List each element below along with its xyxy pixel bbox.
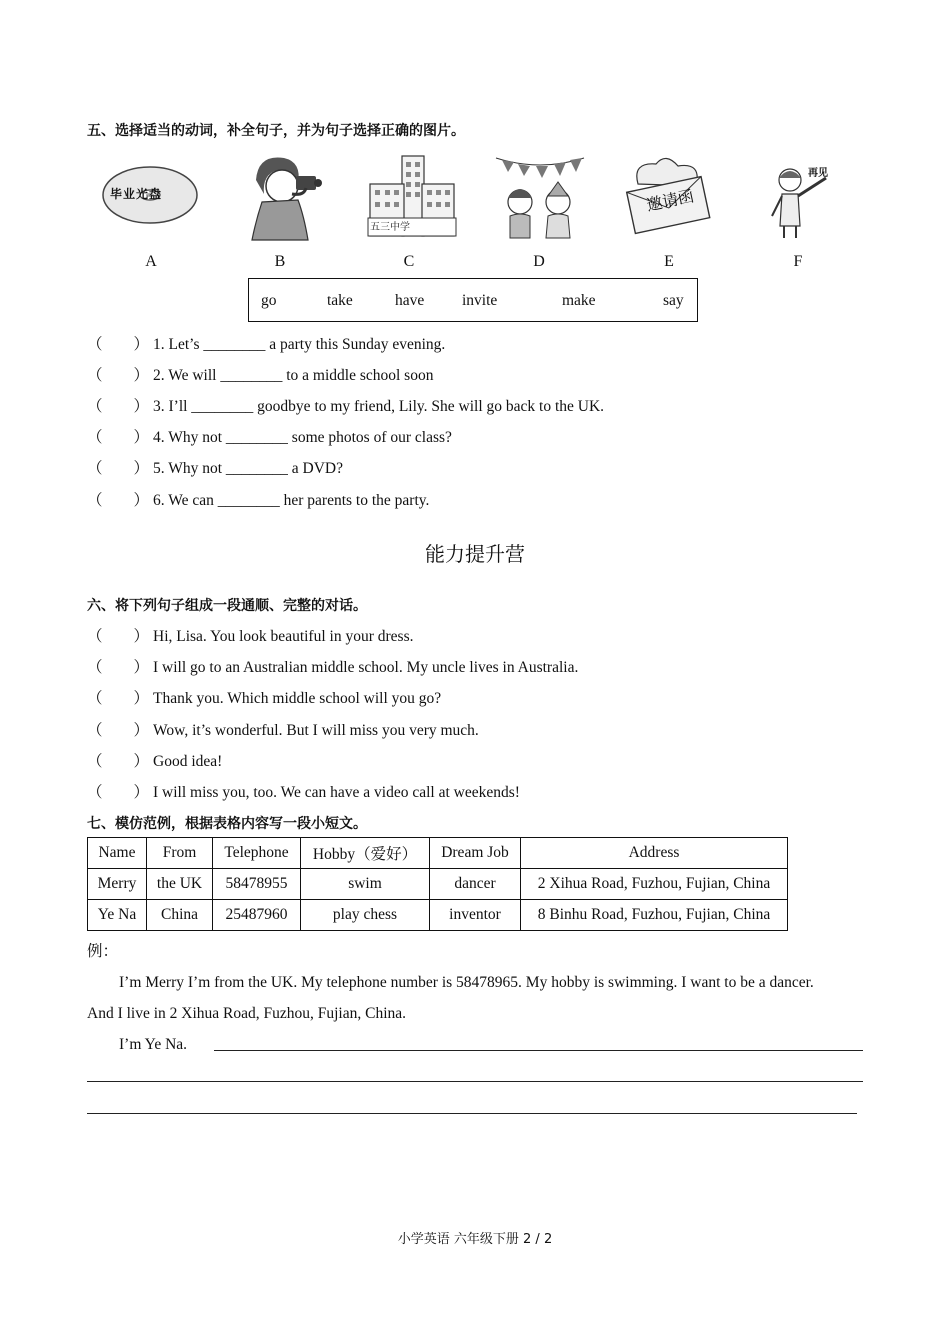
goodbye-text: 再见 xyxy=(808,168,828,179)
word-say: say xyxy=(663,292,684,309)
example-label: 例： xyxy=(87,943,119,960)
table-header-cell: Telephone xyxy=(213,838,301,869)
school-sign-text: 五三中学 xyxy=(370,222,410,233)
picture-label-b: B xyxy=(274,253,286,270)
table-cell: play chess xyxy=(301,900,430,931)
word-go: go xyxy=(261,292,277,309)
table-cell: Merry xyxy=(88,869,147,900)
word-take: take xyxy=(327,292,353,309)
invitation-text: 邀请函 xyxy=(644,186,696,215)
table-header-cell: Address xyxy=(521,838,788,869)
dialogue-item: （ ） I will miss you, too. We can have a video call at weekends! xyxy=(87,784,520,801)
question-item: （ ） 5. Why not ________ a DVD? xyxy=(87,460,343,477)
answer-line[interactable] xyxy=(214,1050,863,1051)
info-table xyxy=(87,837,788,931)
answer-line[interactable] xyxy=(87,1113,857,1114)
table-cell: the UK xyxy=(147,869,213,900)
dialogue-item: （ ） Wow, it’s wonderful. But I will miss you very much. xyxy=(87,722,479,739)
answer-line[interactable] xyxy=(87,1081,863,1082)
goodbye-person-picture xyxy=(752,150,844,242)
ability-camp-title: 能力提升营 xyxy=(425,542,525,566)
word-have: have xyxy=(395,292,425,309)
table-row xyxy=(88,900,788,931)
table-cell: 2 Xihua Road, Fuzhou, Fujian, China xyxy=(521,869,788,900)
word-invite: invite xyxy=(462,292,498,309)
question-item: （ ） 3. I’ll ________ goodbye to my friend, Lily. She will go back to the UK. xyxy=(87,398,605,415)
picture-label-f: F xyxy=(793,253,803,270)
table-cell: 25487960 xyxy=(213,900,301,931)
answer-start: I’m Ye Na. xyxy=(119,1036,188,1053)
invitation-card-picture xyxy=(622,150,714,242)
dialogue-item: （ ） I will go to an Australian middle school. My uncle lives in Australia. xyxy=(87,659,579,676)
table-cell: China xyxy=(147,900,213,931)
dialogue-item: （ ） Hi, Lisa. You look beautiful in your dress. xyxy=(87,628,414,645)
picture-label-e: E xyxy=(664,253,674,270)
table-header-cell: Name xyxy=(88,838,147,869)
table-cell: swim xyxy=(301,869,430,900)
camera-person-picture xyxy=(238,150,330,242)
picture-label-d: D xyxy=(533,253,545,270)
word-make: make xyxy=(562,292,596,309)
section6-heading: 六、将下列句子组成一段通顺、完整的对话。 xyxy=(87,598,367,614)
table-cell: 58478955 xyxy=(213,869,301,900)
dialogue-item: （ ） Thank you. Which middle school will you go? xyxy=(87,690,442,707)
question-item: （ ） 2. We will ________ to a middle school soon xyxy=(87,367,434,384)
example-line-1: I’m Merry I’m from the UK. My telephone number is 58478965. My hobby is swimming. I want to be a dancer. xyxy=(119,974,814,991)
disc-text: 毕业光盘 xyxy=(110,187,163,201)
party-kids-picture xyxy=(494,150,586,242)
dialogue-item: （ ） Good idea! xyxy=(87,753,223,770)
table-cell: 8 Binhu Road, Fuzhou, Fujian, China xyxy=(521,900,788,931)
picture-label-c: C xyxy=(403,253,415,270)
question-item: （ ） 6. We can ________ her parents to the party. xyxy=(87,492,430,509)
graduation-disc-picture xyxy=(100,162,200,228)
example-line-2: And I live in 2 Xihua Road, Fuzhou, Fujian, China. xyxy=(87,1005,407,1022)
table-cell: inventor xyxy=(430,900,521,931)
section5-heading: 五、选择适当的动词，补全句子，并为句子选择正确的图片。 xyxy=(87,123,465,139)
table-row xyxy=(88,869,788,900)
page-footer: 小学英语 六年级下册 2 / 2 xyxy=(397,1232,553,1247)
table-cell: dancer xyxy=(430,869,521,900)
word-bank xyxy=(248,278,698,322)
table-header-cell: Dream Job xyxy=(430,838,521,869)
school-building-picture xyxy=(366,150,458,242)
question-item: （ ） 4. Why not ________ some photos of our class? xyxy=(87,429,452,446)
question-item: （ ） 1. Let’s ________ a party this Sunday evening. xyxy=(87,336,446,353)
table-header-cell: From xyxy=(147,838,213,869)
picture-label-a: A xyxy=(145,253,157,270)
table-header-cell: Hobby（爱好） xyxy=(301,838,430,869)
table-cell: Ye Na xyxy=(88,900,147,931)
table-header-row xyxy=(88,838,788,869)
section7-heading: 七、模仿范例，根据表格内容写一段小短文。 xyxy=(87,816,367,832)
